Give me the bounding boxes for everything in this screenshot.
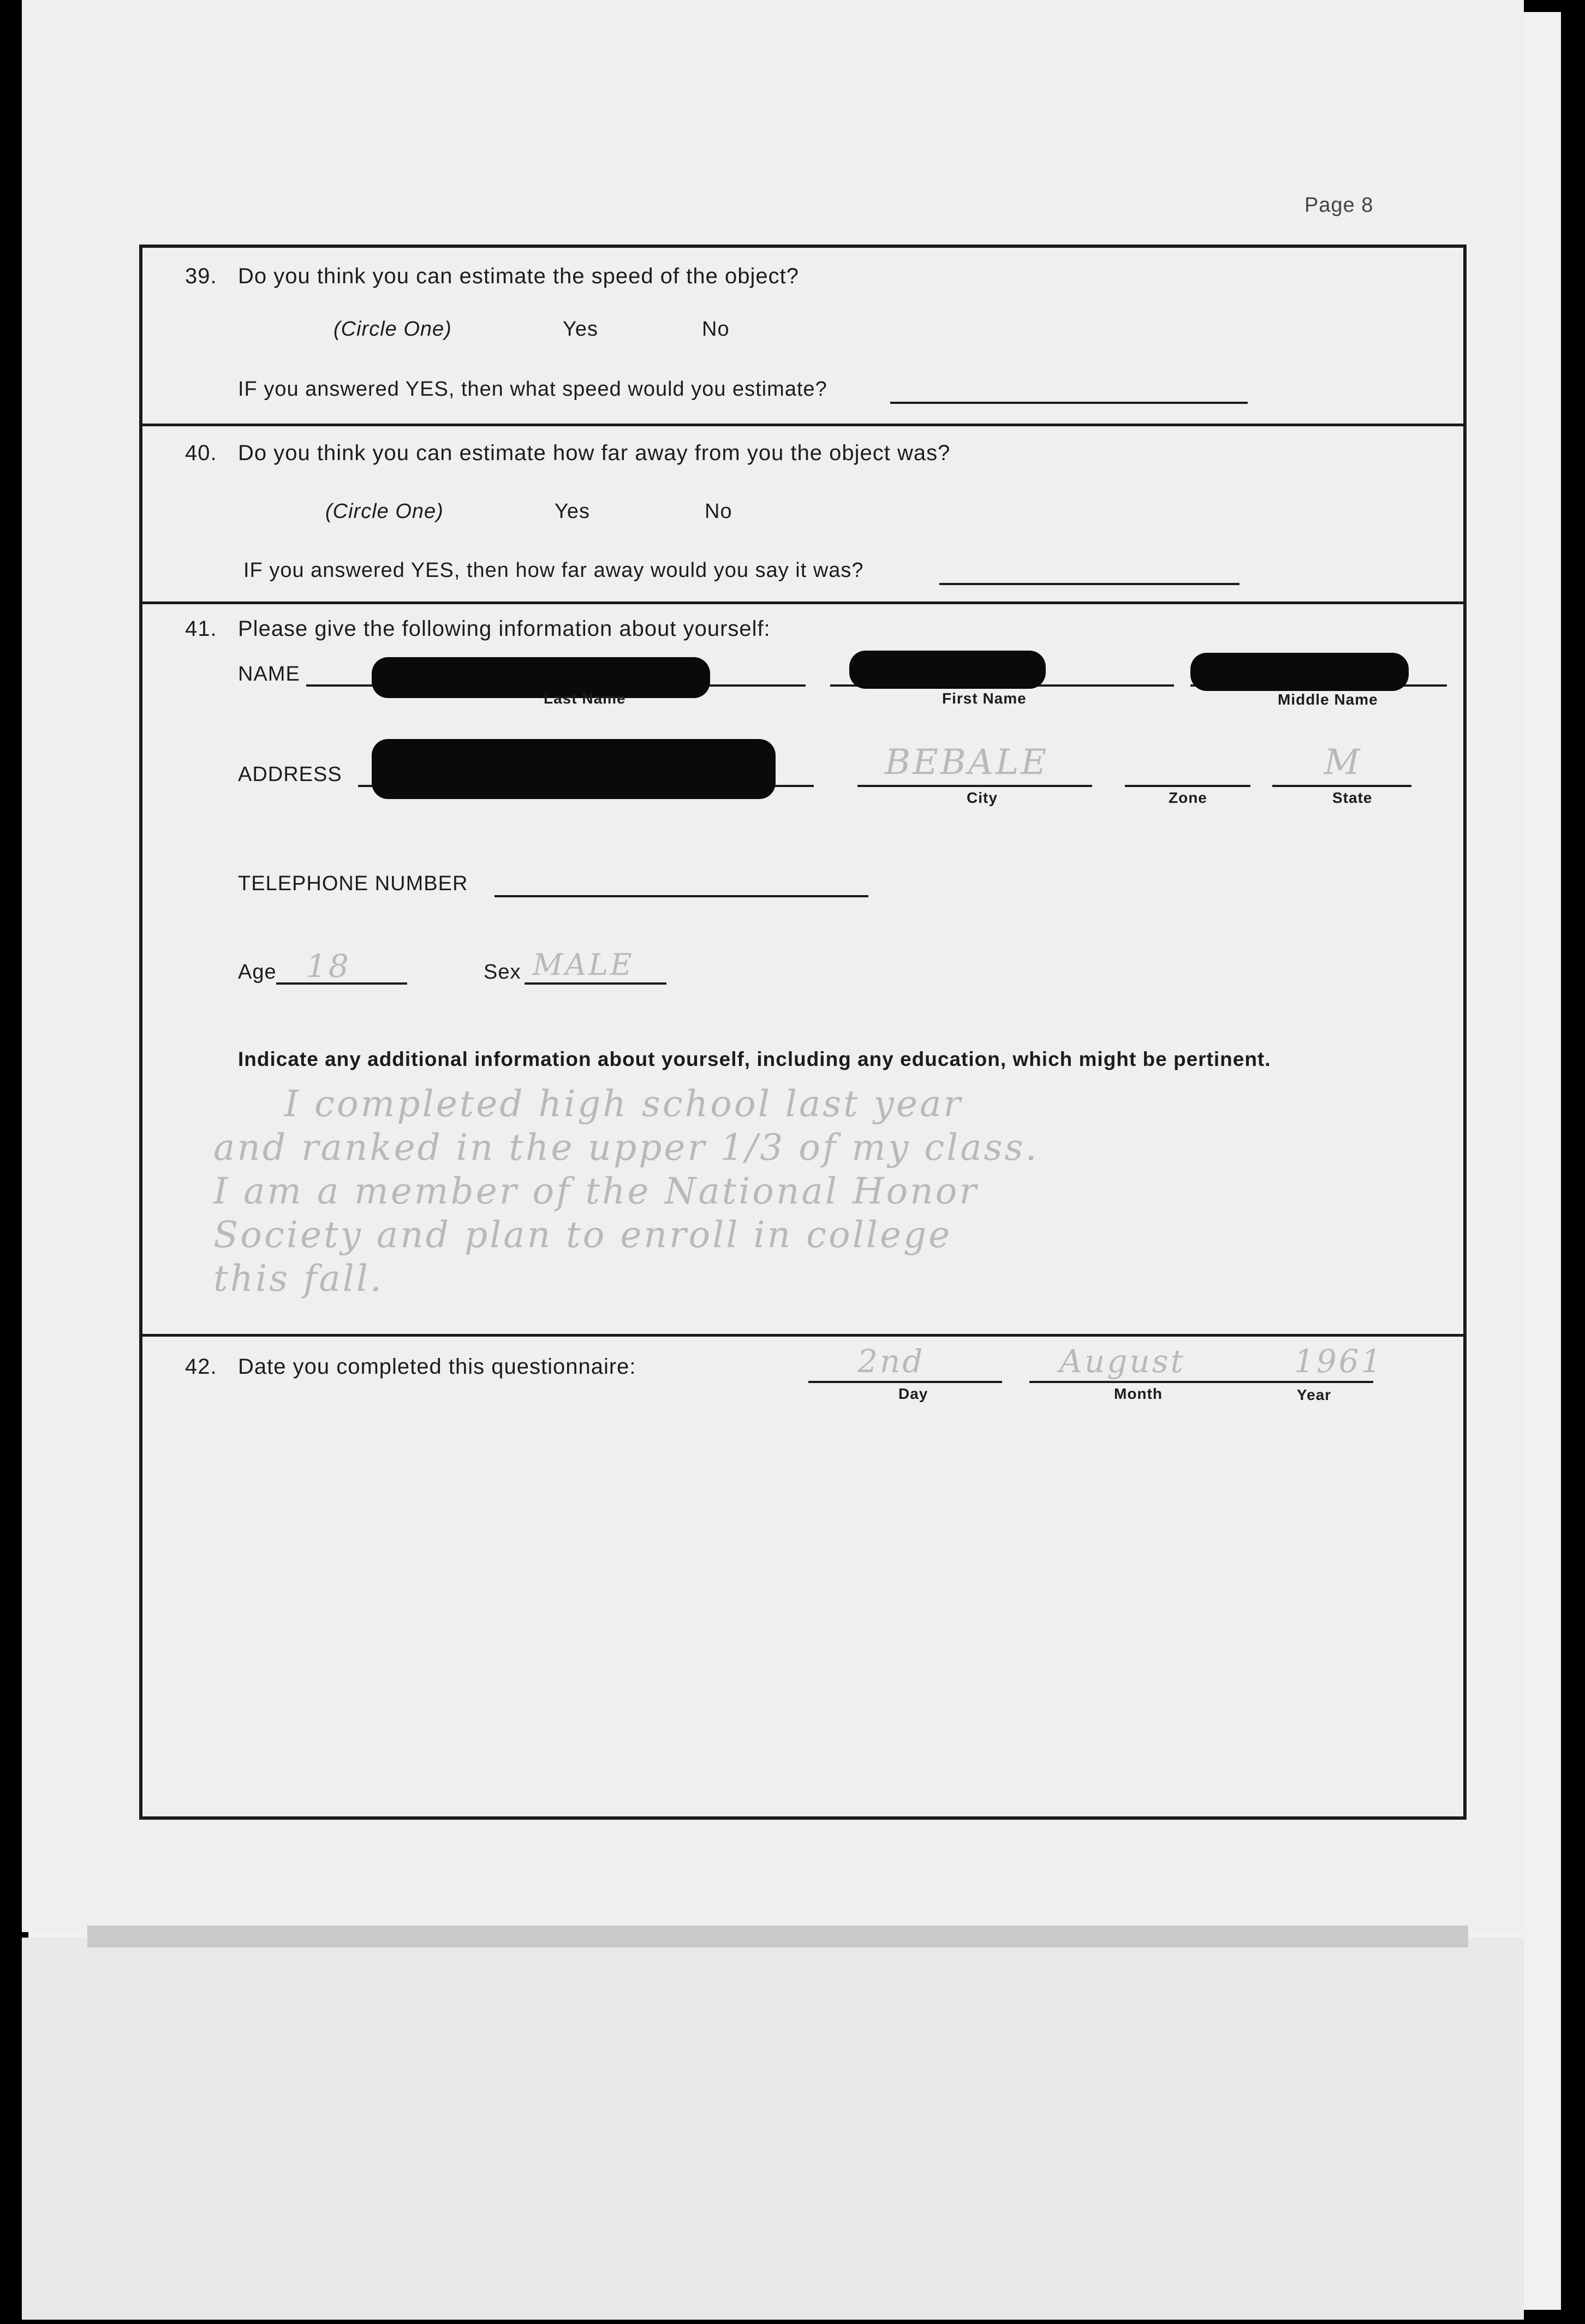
q39-yes-option[interactable]: Yes xyxy=(563,318,598,341)
q39-followup: IF you answered YES, then what speed would you estimate? xyxy=(238,378,827,401)
name-label: NAME xyxy=(238,663,300,686)
sex-label: Sex xyxy=(484,961,521,984)
additional-answer-line-1: I completed high school last year xyxy=(284,1083,963,1125)
q39-no-option[interactable]: No xyxy=(702,318,730,341)
age-label: Age xyxy=(238,961,277,984)
first-name-caption: First Name xyxy=(942,690,1027,707)
address-redaction xyxy=(372,739,776,799)
questionnaire-sheet xyxy=(22,0,1524,1932)
month-year-field[interactable] xyxy=(1029,1381,1373,1383)
year-caption: Year xyxy=(1297,1386,1332,1403)
middle-name-redaction xyxy=(1190,653,1409,691)
q39-number: 39. xyxy=(185,264,217,288)
additional-answer-line-3: I am a member of the National Honor xyxy=(213,1170,979,1212)
state-value: M xyxy=(1324,742,1362,783)
city-field[interactable] xyxy=(857,785,1092,787)
q39-circle-one: (Circle One) xyxy=(333,318,452,341)
additional-answer-line-2: and ranked in the upper 1/3 of my class. xyxy=(213,1127,1039,1169)
q40-question: Do you think you can estimate how far away from you the object was? xyxy=(238,441,951,465)
page-number: Page 8 xyxy=(1304,194,1374,217)
q40-yes-option[interactable]: Yes xyxy=(555,500,590,523)
q40-no-option[interactable]: No xyxy=(705,500,732,523)
q40-circle-one: (Circle One) xyxy=(325,500,444,523)
sex-value: MALE xyxy=(533,948,634,982)
q39-speed-field[interactable] xyxy=(890,402,1248,404)
divider-39-40 xyxy=(142,424,1463,426)
additional-answer-line-5: this fall. xyxy=(213,1258,384,1300)
last-name-caption: Last Name xyxy=(544,690,626,707)
q42-number: 42. xyxy=(185,1355,217,1379)
sheet-edge-shadow xyxy=(87,1926,1468,1947)
q41-prompt: Please give the following information about yourself: xyxy=(238,617,771,641)
divider-41-42 xyxy=(142,1334,1463,1337)
telephone-field[interactable] xyxy=(494,895,868,897)
divider-40-41 xyxy=(142,601,1463,604)
zone-field[interactable] xyxy=(1125,785,1250,787)
q42-prompt: Date you completed this questionnaire: xyxy=(238,1355,636,1379)
last-name-redaction xyxy=(372,657,710,698)
day-value: 2nd xyxy=(857,1343,925,1380)
month-value: August xyxy=(1059,1343,1185,1380)
zone-caption: Zone xyxy=(1169,789,1207,806)
day-field[interactable] xyxy=(808,1381,1002,1383)
year-value: 1961 xyxy=(1294,1343,1384,1380)
city-value: BEBALE xyxy=(885,742,1049,783)
address-label: ADDRESS xyxy=(238,763,342,786)
page-backing xyxy=(22,1938,1524,2320)
first-name-redaction xyxy=(849,651,1046,689)
q40-followup: IF you answered YES, then how far away would you say it was? xyxy=(243,559,864,582)
state-caption: State xyxy=(1332,789,1373,806)
month-caption: Month xyxy=(1114,1385,1163,1402)
q40-distance-field[interactable] xyxy=(939,583,1240,585)
middle-name-caption: Middle Name xyxy=(1278,691,1378,708)
additional-info-prompt: Indicate any additional information about yourself, including any education, which might be pertinent. xyxy=(238,1048,1271,1070)
q40-number: 40. xyxy=(185,441,217,465)
city-caption: City xyxy=(967,789,998,806)
form-box xyxy=(139,245,1467,1820)
day-caption: Day xyxy=(898,1385,928,1402)
additional-answer-line-4: Society and plan to enroll in college xyxy=(213,1214,952,1256)
state-field[interactable] xyxy=(1272,785,1411,787)
q41-number: 41. xyxy=(185,617,217,641)
telephone-label: TELEPHONE NUMBER xyxy=(238,872,468,895)
q39-question: Do you think you can estimate the speed of the object? xyxy=(238,264,799,288)
age-value: 18 xyxy=(306,948,351,985)
sex-field[interactable] xyxy=(525,982,666,985)
